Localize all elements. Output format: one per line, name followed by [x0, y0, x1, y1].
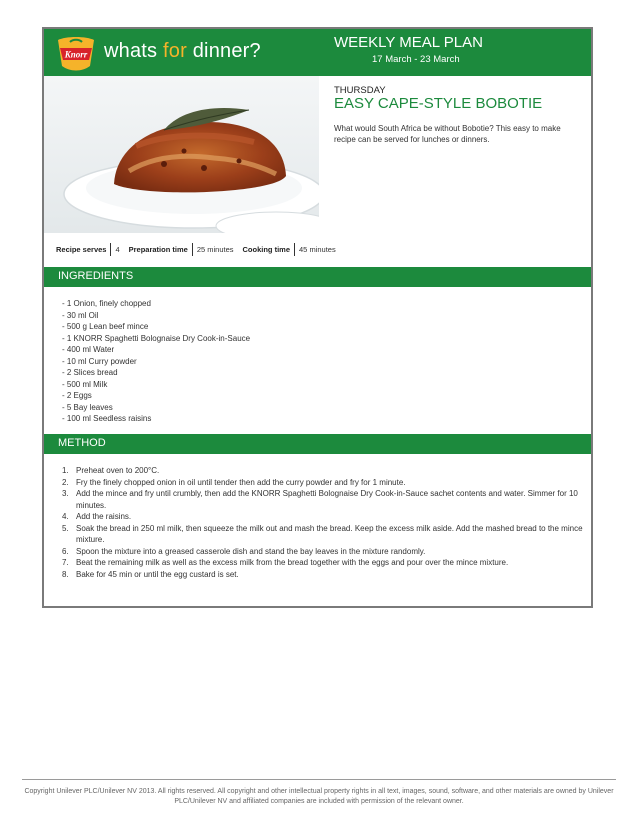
footer-divider — [22, 779, 616, 780]
ingredients-list — [62, 298, 250, 425]
method-heading: METHOD — [58, 437, 106, 449]
step-text: Beat the remaining milk as well as the excess milk from the bread together with the eggs and pour over the mince mixture. — [76, 558, 509, 567]
recipe-meta — [56, 243, 336, 256]
meta-divider — [192, 243, 193, 256]
ingredient-item: - 2 Slices bread — [62, 368, 118, 377]
ingredient-item: - 400 ml Water — [62, 345, 115, 354]
prep-value: 25 minutes — [196, 245, 234, 254]
serves-value: 4 — [115, 245, 120, 254]
ingredient-item: - 500 ml Milk — [62, 379, 108, 389]
ingredient-item: - 30 ml Oil — [62, 310, 99, 320]
step-number: 8. — [62, 569, 69, 579]
step-text: Add the mince and fry until crumbly, then add the KNORR Spaghetti Bolognaise Dry Cook-in-Sauce sachet contents and water. Simmer for 10 minutes. — [76, 489, 578, 510]
method-step — [62, 557, 592, 569]
brand-accent: for — [163, 40, 187, 62]
recipe-day: THURSDAY — [334, 85, 386, 96]
brand-tagline — [104, 40, 261, 63]
step-text: Bake for 45 min or until the egg custard is set. — [76, 569, 239, 579]
step-number: 7. — [62, 558, 69, 567]
method-step — [62, 546, 592, 558]
step-number: 5. — [62, 523, 69, 533]
ingredient-item: - 1 KNORR Spaghetti Bolognaise Dry Cook-in-Sauce — [62, 333, 251, 343]
recipe-title: EASY CAPE-STYLE BOBOTIE — [334, 95, 543, 112]
prep-label: Preparation time — [128, 245, 188, 254]
step-number: 1. — [62, 466, 69, 475]
method-step — [62, 465, 592, 477]
cook-label: Cooking time — [242, 245, 291, 254]
ingredients-heading: INGREDIENTS — [58, 270, 134, 282]
step-number: 3. — [62, 489, 69, 498]
method-step — [62, 569, 592, 581]
serves-label: Recipe serves — [56, 245, 107, 254]
ingredient-item: - 100 ml Seedless raisins — [62, 414, 152, 423]
copyright-text: Copyright Unilever PLC/Unilever NV 2013. All rights reserved. All copyright and other intellectual property rights in all text, images, sound, software, and other materials are owned by Unilever PLC/Unilever NV and affiliated companies are included with permission of the relevant owner. — [24, 788, 614, 805]
svg-text:Knorr: Knorr — [64, 49, 88, 60]
step-number: 4. — [62, 512, 69, 521]
method-bar — [44, 434, 591, 454]
step-text: Soak the bread in 250 ml milk, then squeeze the milk out and mash the bread. Keep the excess milk aside. Add the mashed bread to the mince mixture. — [76, 523, 583, 544]
step-text: Fry the finely chopped onion in oil until tender then add the curry powder and fry for 1 minute. — [76, 477, 406, 487]
step-text: Add the raisins. — [76, 512, 132, 521]
plan-title: WEEKLY MEAL PLAN — [334, 34, 483, 51]
step-text: Preheat oven to 200°C. — [76, 466, 160, 475]
method-step — [62, 488, 592, 511]
meta-divider — [294, 243, 295, 256]
method-step — [62, 523, 592, 546]
method-step — [62, 477, 592, 489]
cook-value: 45 minutes — [299, 245, 336, 254]
recipe-intro: What would South Africa be without Bobotie? This easy to make recipe can be served for lunches or dinners. — [334, 124, 561, 144]
ingredient-item: - 10 ml Curry powder — [62, 356, 137, 366]
step-text: Spoon the mixture into a greased casserole dish and stand the bay leaves in the mixture randomly. — [76, 546, 426, 556]
ingredient-item: - 1 Onion, finely chopped — [62, 299, 151, 308]
method-step — [62, 511, 592, 523]
step-number: 6. — [62, 546, 69, 556]
bobotie-photo — [44, 76, 319, 233]
brand-main: whats — [104, 40, 164, 62]
plan-dates: 17 March - 23 March — [372, 54, 460, 65]
method-list — [62, 465, 592, 580]
ingredient-item: - 500 g Lean beef mince — [62, 322, 149, 331]
ingredient-item: - 2 Eggs — [62, 391, 92, 400]
meta-divider — [110, 243, 111, 256]
brand-tail: dinner? — [186, 40, 261, 62]
step-number: 2. — [62, 477, 69, 487]
knorr-logo — [52, 36, 100, 74]
ingredient-item: - 5 Bay leaves — [62, 402, 113, 412]
